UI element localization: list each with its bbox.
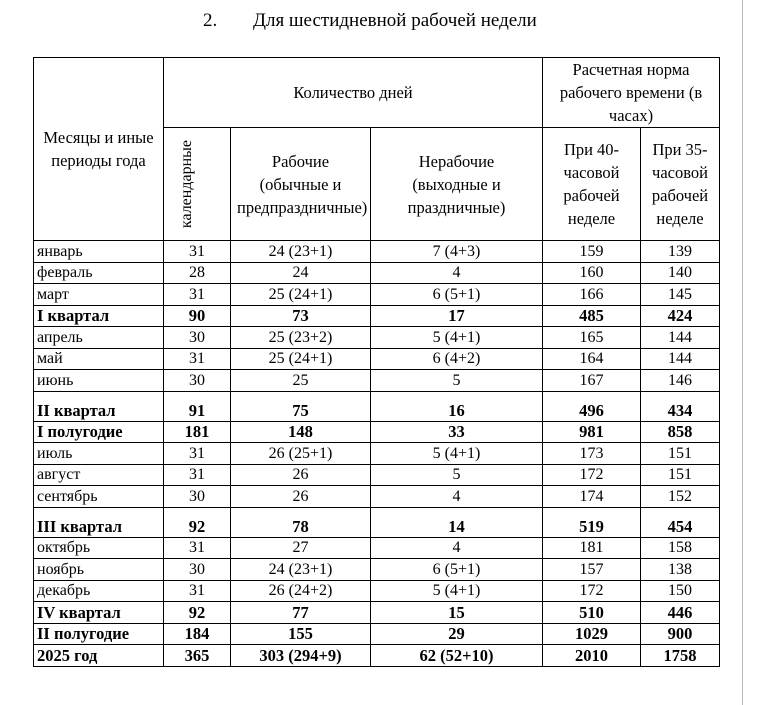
calendar-days: 31 (164, 537, 231, 559)
header-40h: При 40-часовой рабочей неделе (543, 128, 641, 241)
working-days: 27 (231, 537, 371, 559)
calendar-days: 90 (164, 305, 231, 327)
working-days: 25 (23+2) (231, 327, 371, 349)
hours-35: 434 (641, 391, 720, 421)
period-name: I полугодие (34, 421, 164, 443)
table-row (34, 391, 720, 421)
nonworking-days: 4 (371, 537, 543, 559)
hours-35: 144 (641, 327, 720, 349)
hours-40: 510 (543, 602, 641, 624)
calendar-days: 184 (164, 623, 231, 645)
hours-40: 519 (543, 507, 641, 537)
section-heading (203, 9, 537, 33)
period-name: III квартал (34, 507, 164, 537)
hours-40: 166 (543, 284, 641, 306)
nonworking-days: 6 (5+1) (371, 559, 543, 581)
nonworking-days: 14 (371, 507, 543, 537)
nonworking-days: 29 (371, 623, 543, 645)
calendar-days: 92 (164, 602, 231, 624)
nonworking-days: 5 (4+1) (371, 580, 543, 602)
nonworking-days: 33 (371, 421, 543, 443)
working-days: 26 (231, 464, 371, 486)
working-days: 25 (24+1) (231, 284, 371, 306)
hours-40: 164 (543, 348, 641, 370)
header-calendar-label: календарные (178, 139, 195, 229)
hours-35: 858 (641, 421, 720, 443)
table-row (34, 602, 720, 624)
table-header (34, 58, 720, 241)
table-row (34, 305, 720, 327)
working-days: 148 (231, 421, 371, 443)
table-row (34, 580, 720, 602)
nonworking-days: 5 (4+1) (371, 327, 543, 349)
calendar-days: 31 (164, 284, 231, 306)
table-row (34, 507, 720, 537)
period-name: июнь (34, 370, 164, 392)
table-row (34, 559, 720, 581)
hours-40: 1029 (543, 623, 641, 645)
header-norm-group: Расчетная норма рабочего времени (в часах) (543, 58, 720, 128)
nonworking-days: 15 (371, 602, 543, 624)
calendar-days: 28 (164, 262, 231, 284)
working-days: 25 (231, 370, 371, 392)
nonworking-days: 16 (371, 391, 543, 421)
calendar-days: 30 (164, 486, 231, 508)
table-body (34, 241, 720, 667)
table-row (34, 421, 720, 443)
hours-40: 496 (543, 391, 641, 421)
hours-40: 181 (543, 537, 641, 559)
hours-40: 174 (543, 486, 641, 508)
hours-35: 138 (641, 559, 720, 581)
period-name: октябрь (34, 537, 164, 559)
header-nonworking: Нерабочие (выходные и праздничные) (371, 128, 543, 241)
period-name: 2025 год (34, 645, 164, 667)
hours-35: 140 (641, 262, 720, 284)
calendar-days: 31 (164, 580, 231, 602)
table-row (34, 464, 720, 486)
calendar-days: 31 (164, 241, 231, 263)
table-row (34, 486, 720, 508)
table-row (34, 645, 720, 667)
calendar-days: 31 (164, 348, 231, 370)
calendar-days: 30 (164, 370, 231, 392)
hours-40: 157 (543, 559, 641, 581)
table-row (34, 284, 720, 306)
page-edge-divider (742, 0, 743, 705)
period-name: май (34, 348, 164, 370)
hours-35: 151 (641, 443, 720, 465)
period-name: март (34, 284, 164, 306)
period-name: I квартал (34, 305, 164, 327)
calendar-days: 365 (164, 645, 231, 667)
hours-40: 2010 (543, 645, 641, 667)
hours-40: 167 (543, 370, 641, 392)
working-days: 26 (231, 486, 371, 508)
working-days: 24 (23+1) (231, 241, 371, 263)
table-row (34, 370, 720, 392)
hours-35: 446 (641, 602, 720, 624)
calendar-days: 30 (164, 559, 231, 581)
calendar-days: 91 (164, 391, 231, 421)
period-name: февраль (34, 262, 164, 284)
hours-40: 172 (543, 580, 641, 602)
section-number: 2. (203, 10, 218, 31)
period-name: II квартал (34, 391, 164, 421)
table-row (34, 327, 720, 349)
working-days: 24 (23+1) (231, 559, 371, 581)
hours-35: 146 (641, 370, 720, 392)
header-working: Рабочие (обычные и предпраздничные) (231, 128, 371, 241)
section-title: Для шестидневной рабочей недели (253, 10, 537, 31)
working-days: 77 (231, 602, 371, 624)
hours-35: 144 (641, 348, 720, 370)
hours-35: 150 (641, 580, 720, 602)
table-row (34, 443, 720, 465)
nonworking-days: 5 (4+1) (371, 443, 543, 465)
hours-40: 485 (543, 305, 641, 327)
table-row (34, 262, 720, 284)
nonworking-days: 7 (4+3) (371, 241, 543, 263)
nonworking-days: 6 (4+2) (371, 348, 543, 370)
period-name: ноябрь (34, 559, 164, 581)
working-days: 75 (231, 391, 371, 421)
period-name: декабрь (34, 580, 164, 602)
working-days: 78 (231, 507, 371, 537)
period-name: август (34, 464, 164, 486)
nonworking-days: 17 (371, 305, 543, 327)
header-calendar (164, 128, 231, 241)
table-row (34, 348, 720, 370)
calendar-days: 30 (164, 327, 231, 349)
period-name: IV квартал (34, 602, 164, 624)
hours-35: 900 (641, 623, 720, 645)
calendar-days: 31 (164, 464, 231, 486)
period-name: сентябрь (34, 486, 164, 508)
period-name: январь (34, 241, 164, 263)
hours-35: 454 (641, 507, 720, 537)
nonworking-days: 6 (5+1) (371, 284, 543, 306)
hours-40: 160 (543, 262, 641, 284)
hours-40: 173 (543, 443, 641, 465)
hours-35: 139 (641, 241, 720, 263)
working-days: 26 (25+1) (231, 443, 371, 465)
hours-40: 159 (543, 241, 641, 263)
hours-35: 152 (641, 486, 720, 508)
table-row (34, 241, 720, 263)
hours-40: 981 (543, 421, 641, 443)
table-row (34, 537, 720, 559)
nonworking-days: 4 (371, 262, 543, 284)
nonworking-days: 5 (371, 370, 543, 392)
nonworking-days: 4 (371, 486, 543, 508)
calendar-days: 31 (164, 443, 231, 465)
table-row (34, 623, 720, 645)
work-calendar-table (33, 57, 720, 667)
working-days: 24 (231, 262, 371, 284)
hours-40: 172 (543, 464, 641, 486)
header-35h: При 35-часовой рабочей неделе (641, 128, 720, 241)
hours-40: 165 (543, 327, 641, 349)
working-days: 155 (231, 623, 371, 645)
period-name: июль (34, 443, 164, 465)
hours-35: 145 (641, 284, 720, 306)
working-days: 26 (24+2) (231, 580, 371, 602)
nonworking-days: 5 (371, 464, 543, 486)
header-days-group: Количество дней (164, 58, 543, 128)
period-name: II полугодие (34, 623, 164, 645)
calendar-days: 181 (164, 421, 231, 443)
working-days: 25 (24+1) (231, 348, 371, 370)
period-name: апрель (34, 327, 164, 349)
header-months: Месяцы и иные периоды года (34, 58, 164, 241)
working-days: 303 (294+9) (231, 645, 371, 667)
hours-35: 158 (641, 537, 720, 559)
hours-35: 1758 (641, 645, 720, 667)
calendar-days: 92 (164, 507, 231, 537)
working-days: 73 (231, 305, 371, 327)
hours-35: 151 (641, 464, 720, 486)
nonworking-days: 62 (52+10) (371, 645, 543, 667)
hours-35: 424 (641, 305, 720, 327)
